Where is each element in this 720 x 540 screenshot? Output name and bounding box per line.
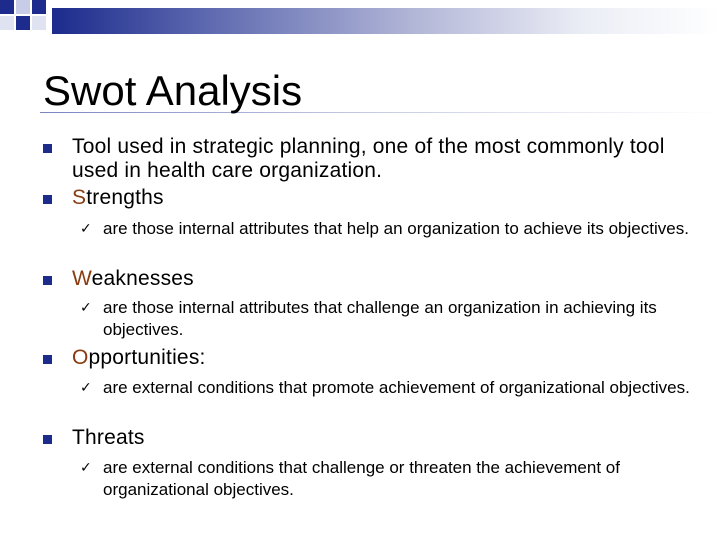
bullet-text xyxy=(72,135,692,183)
bullet-text-strengths xyxy=(72,186,692,210)
square-bullet-icon xyxy=(43,144,52,153)
header-gradient-band xyxy=(52,8,720,34)
sub-bullet-text: are those internal attributes that challenge an organization in achieving its objectives. xyxy=(103,298,657,339)
bullet-rest-text: pportunities: xyxy=(88,346,206,369)
checkmark-icon: ✓ xyxy=(80,380,92,396)
sub-bullet-text: are external conditions that challenge or threaten the achievement of organizational objectives. xyxy=(103,458,620,499)
square-bullet-icon xyxy=(43,276,52,285)
bullet-first-letter: O xyxy=(72,346,89,369)
slide-title: Swot Analysis xyxy=(43,67,303,114)
bullet-first-letter: S xyxy=(72,186,87,209)
square-bullet-icon xyxy=(43,435,52,444)
deco-square xyxy=(0,16,14,30)
deco-square xyxy=(16,16,30,30)
deco-square xyxy=(32,16,46,30)
checkmark-icon: ✓ xyxy=(80,460,92,476)
sub-bullet-text: are those internal attributes that help an organization to achieve its objectives. xyxy=(103,219,689,238)
bullet-text-threats xyxy=(72,426,692,450)
deco-square xyxy=(16,0,30,14)
sub-bullet-text: are external conditions that promote achievement of organizational objectives. xyxy=(103,378,690,397)
square-bullet-icon xyxy=(43,195,52,204)
checkmark-icon: ✓ xyxy=(80,221,92,237)
bullet-rest-text: Threats xyxy=(72,426,145,449)
bullet-rest-text: trengths xyxy=(86,186,164,209)
bullet-rest-text: eaknesses xyxy=(91,267,194,290)
bullet-first-letter: W xyxy=(72,267,92,290)
bullet-text-opportunities xyxy=(72,346,692,370)
bullet-text-weaknesses xyxy=(72,267,692,291)
checkmark-icon: ✓ xyxy=(80,300,92,316)
deco-square xyxy=(32,0,46,14)
deco-square xyxy=(0,0,14,14)
square-bullet-icon xyxy=(43,355,52,364)
bullet-rest-text: Tool used in strategic planning, one of the most commonly tool used in health care organization. xyxy=(72,135,665,182)
